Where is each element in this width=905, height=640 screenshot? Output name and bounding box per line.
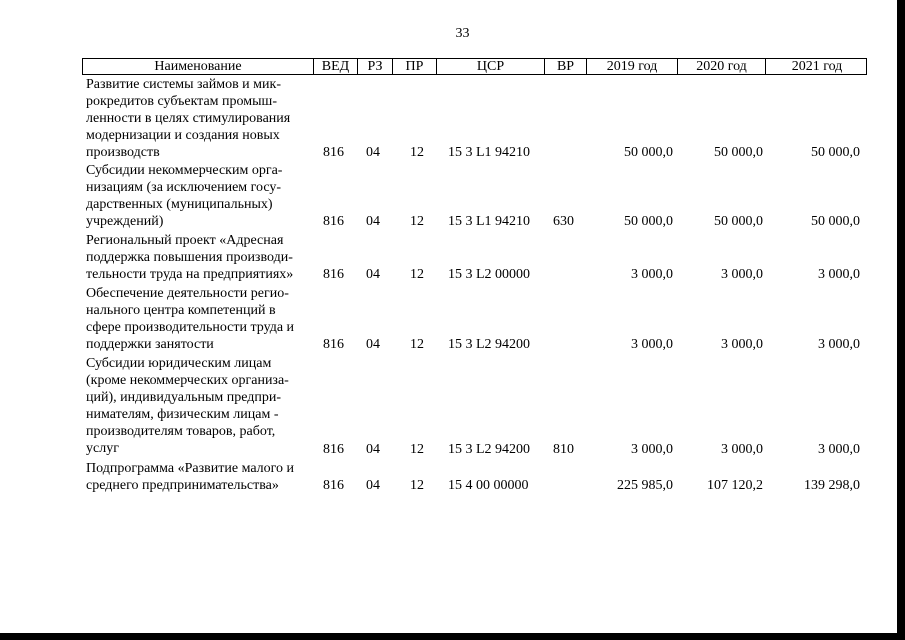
row-2019: 3 000,0 [631,337,673,352]
row-2020: 50 000,0 [714,145,763,160]
row-name: Региональный проект «Адресная поддержка повышения производи- тельности труда на предприятиях» [86,233,294,282]
row-2019: 50 000,0 [624,145,673,160]
row-2019: 225 985,0 [617,478,673,493]
row-2020: 3 000,0 [721,267,763,282]
row-2020: 3 000,0 [721,442,763,457]
row-rz: 04 [366,267,380,282]
row-csr: 15 3 L1 94210 [448,214,531,229]
row-ved: 816 [323,478,344,493]
row-rz: 04 [366,214,380,229]
row-name: Развитие системы займов и мик- рокредитов субъектам промыш- ленности в целях стимулирования модернизации и создания новых производств [86,77,291,160]
row-name: Подпрограмма «Развитие малого и среднего предпринимательства» [86,461,295,493]
page-number: 33 [455,26,470,41]
row-pr: 12 [410,442,424,457]
row-name: Субсидии некоммерческим орга- низациям (за исключением госу- дарственных (муниципальных) учреждений) [86,163,283,229]
row-ved: 816 [323,145,344,160]
row-2021: 3 000,0 [818,442,860,457]
row-rz: 04 [366,145,380,160]
row-2019: 50 000,0 [624,214,673,229]
row-ved: 816 [323,442,344,457]
row-pr: 12 [410,478,424,493]
row-vr: 810 [553,442,574,457]
header-pr: ПР [393,59,437,74]
row-ved: 816 [323,267,344,282]
row-pr: 12 [410,214,424,229]
row-rz: 04 [366,337,380,352]
row-pr: 12 [410,145,424,160]
row-name: Субсидии юридическим лицам (кроме некоммерческих организа- ций), индивидуальным предпри- нимателям, физическим лицам - производителям товаров, работ, услуг [86,356,289,456]
row-2019: 3 000,0 [631,442,673,457]
table-header [82,58,867,75]
header-2019: 2019 год [587,59,678,74]
row-2019: 3 000,0 [631,267,673,282]
row-2021: 50 000,0 [811,145,860,160]
row-2021: 50 000,0 [811,214,860,229]
header-csr: ЦСР [437,59,545,74]
row-rz: 04 [366,478,380,493]
row-rz: 04 [366,442,380,457]
row-2021: 3 000,0 [818,337,860,352]
header-2020: 2020 год [678,59,766,74]
header-rz: РЗ [358,59,393,74]
row-ved: 816 [323,214,344,229]
header-2021: 2021 год [791,59,843,74]
header-name: Наименование [83,59,314,74]
row-csr: 15 3 L1 94210 [448,145,531,160]
row-csr: 15 3 L2 00000 [448,267,531,282]
row-pr: 12 [410,337,424,352]
row-csr: 15 4 00 00000 [448,478,529,493]
header-ved: ВЕД [314,59,358,74]
header-vr: ВР [545,59,587,74]
row-name: Обеспечение деятельности регио- нального центра компетенций в сфере производительности труда и поддержки занятости [86,286,295,352]
row-2020: 50 000,0 [714,214,763,229]
row-2020: 107 120,2 [707,478,763,493]
row-vr: 630 [553,214,574,229]
row-pr: 12 [410,267,424,282]
row-csr: 15 3 L2 94200 [448,337,531,352]
row-csr: 15 3 L2 94200 [448,442,531,457]
row-2021: 139 298,0 [804,478,860,493]
row-2021: 3 000,0 [818,267,860,282]
row-2020: 3 000,0 [721,337,763,352]
row-ved: 816 [323,337,344,352]
